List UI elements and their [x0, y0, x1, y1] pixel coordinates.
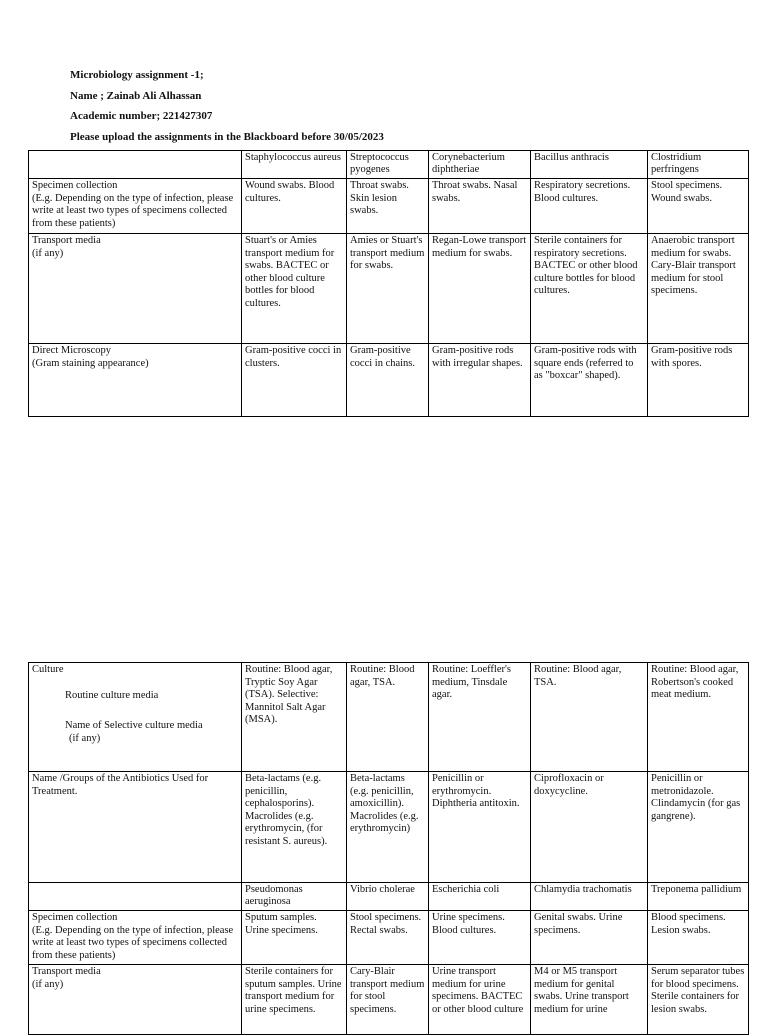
table-cell: Stool specimens. Wound swabs. [648, 179, 749, 234]
table-row-antibiotics [29, 772, 749, 883]
table-cell: Genital swabs. Urine specimens. [531, 911, 648, 965]
table-cell: Routine: Loeffler's medium, Tinsdale agar. [429, 663, 531, 772]
table-cell: Stool specimens. Rectal swabs. [347, 911, 429, 965]
column-header: Vibrio cholerae [347, 883, 429, 911]
column-header: Pseudomonas aeruginosa [242, 883, 347, 911]
row-label-title: Transport media [32, 966, 101, 977]
table-cell: Regan-Lowe transport medium for swabs. [429, 234, 531, 344]
table-cell: Wound swabs. Blood cultures. [242, 179, 347, 234]
row-label-microscopy [29, 344, 242, 417]
table-cell: Beta-lactams (e.g. penicillin, amoxicillin). Macrolides (e.g. erythromycin) [347, 772, 429, 883]
academic-number: Academic number; 221427307 [70, 110, 213, 122]
column-header: Corynebacterium diphtheriae [429, 151, 531, 179]
table-cell: Routine: Blood agar, Tryptic Soy Agar (TSA). Selective: Mannitol Salt Agar (MSA). [242, 663, 347, 772]
table-cell: Penicillin or metronidazole. Clindamycin (for gas gangrene). [648, 772, 749, 883]
row-label-specimen [29, 179, 242, 234]
table-cell: Anaerobic transport medium for swabs. Cary-Blair transport medium for stool specimens. [648, 234, 749, 344]
table-cell: Sterile containers for sputum samples. Urine transport medium for urine specimens. [242, 965, 347, 1035]
table-cell: Blood specimens. Lesion swabs. [648, 911, 749, 965]
row-label-transport [29, 234, 242, 344]
table-cell: Throat swabs. Nasal swabs. [429, 179, 531, 234]
table-cell: Cary-Blair transport medium for stool specimens. [347, 965, 429, 1035]
table-cell: Stuart's or Amies transport medium for swabs. BACTEC or other blood culture bottles for blood cultures. [242, 234, 347, 344]
column-header: Streptococcus pyogenes [347, 151, 429, 179]
upload-instruction: Please upload the assignments in the Blackboard before 30/05/2023 [70, 130, 384, 143]
table-cell: Respiratory secretions. Blood cultures. [531, 179, 648, 234]
table-cell: Penicillin or erythromycin. Diphtheria antitoxin. [429, 772, 531, 883]
column-header: Treponema pallidium [648, 883, 749, 911]
row-label-title: Specimen collection [32, 180, 118, 191]
column-header: Chlamydia trachomatis [531, 883, 648, 911]
table-cell: Sterile containers for respiratory secretions. BACTEC or other blood culture bottles for blood cultures. [531, 234, 648, 344]
column-header: Staphylococcus aureus [242, 151, 347, 179]
header-empty-cell [29, 883, 242, 911]
row-label-title: Culture [32, 664, 64, 675]
row-label-sub: (if any) [69, 732, 101, 744]
row-label-note: (Gram staining appearance) [32, 357, 149, 369]
assignment-title: Microbiology assignment -1; [70, 69, 204, 81]
table-cell: Gram-positive cocci in clusters. [242, 344, 347, 417]
column-header: Bacillus anthracis [531, 151, 648, 179]
row-label-transport [29, 965, 242, 1035]
row-label-antibiotics: Name /Groups of the Antibiotics Used for Treatment. [29, 772, 242, 883]
row-label-note: (E.g. Depending on the type of infection, please write at least two types of specimens collected from these patients) [32, 192, 234, 229]
table-bacteria-part-2 [28, 662, 749, 1035]
row-label-sub: Routine culture media [65, 689, 159, 701]
table-cell: Amies or Stuart's transport medium for swabs. [347, 234, 429, 344]
table-cell: Routine: Blood agar, Robertson's cooked meat medium. [648, 663, 749, 772]
assignment-header [70, 68, 384, 150]
table-row-culture [29, 663, 749, 772]
row-label-note: (if any) [32, 978, 64, 990]
table-cell: Gram-positive rods with irregular shapes. [429, 344, 531, 417]
row-label-specimen [29, 911, 242, 965]
column-header: Clostridium perfringens [648, 151, 749, 179]
table-cell: Sputum samples. Urine specimens. [242, 911, 347, 965]
table-row-transport [29, 234, 749, 344]
table-cell: Routine: Blood agar, TSA. [531, 663, 648, 772]
table-cell: Beta-lactams (e.g. penicillin, cephalosporins). Macrolides (e.g. erythromycin, (for resistant S. aureus). [242, 772, 347, 883]
header-empty-cell [29, 151, 242, 179]
table-row-transport [29, 965, 749, 1035]
table-cell: Routine: Blood agar, TSA. [347, 663, 429, 772]
table-header-row [29, 883, 749, 911]
table-row-specimen [29, 179, 749, 234]
table-cell: Gram-positive rods with square ends (referred to as "boxcar" shaped). [531, 344, 648, 417]
table-cell: Throat swabs. Skin lesion swabs. [347, 179, 429, 234]
table-cell: Urine transport medium for urine specimens. BACTEC or other blood culture [429, 965, 531, 1035]
row-label-note: (E.g. Depending on the type of infection, please write at least two types of specimens collected from these patients) [32, 924, 234, 961]
table-cell: Gram-positive cocci in chains. [347, 344, 429, 417]
row-label-title: Transport media [32, 235, 101, 246]
table-cell: Urine specimens. Blood cultures. [429, 911, 531, 965]
row-label-note: (if any) [32, 247, 64, 259]
table-row-specimen [29, 911, 749, 965]
table-header-row [29, 151, 749, 179]
row-label-culture [29, 663, 242, 772]
table-bacteria-part-1 [28, 150, 749, 417]
table-cell: Gram-positive rods with spores. [648, 344, 749, 417]
student-name: Name ; Zainab Ali Alhassan [70, 89, 202, 102]
row-label-sub: Name of Selective culture media [65, 720, 203, 731]
row-label-title: Specimen collection [32, 912, 118, 923]
column-header: Escherichia coli [429, 883, 531, 911]
table-cell: Ciprofloxacin or doxycycline. [531, 772, 648, 883]
table-cell: M4 or M5 transport medium for genital swabs. Urine transport medium for urine [531, 965, 648, 1035]
table-row-microscopy [29, 344, 749, 417]
table-cell: Serum separator tubes for blood specimens. Sterile containers for lesion swabs. [648, 965, 749, 1035]
row-label-title: Direct Microscopy [32, 345, 112, 356]
